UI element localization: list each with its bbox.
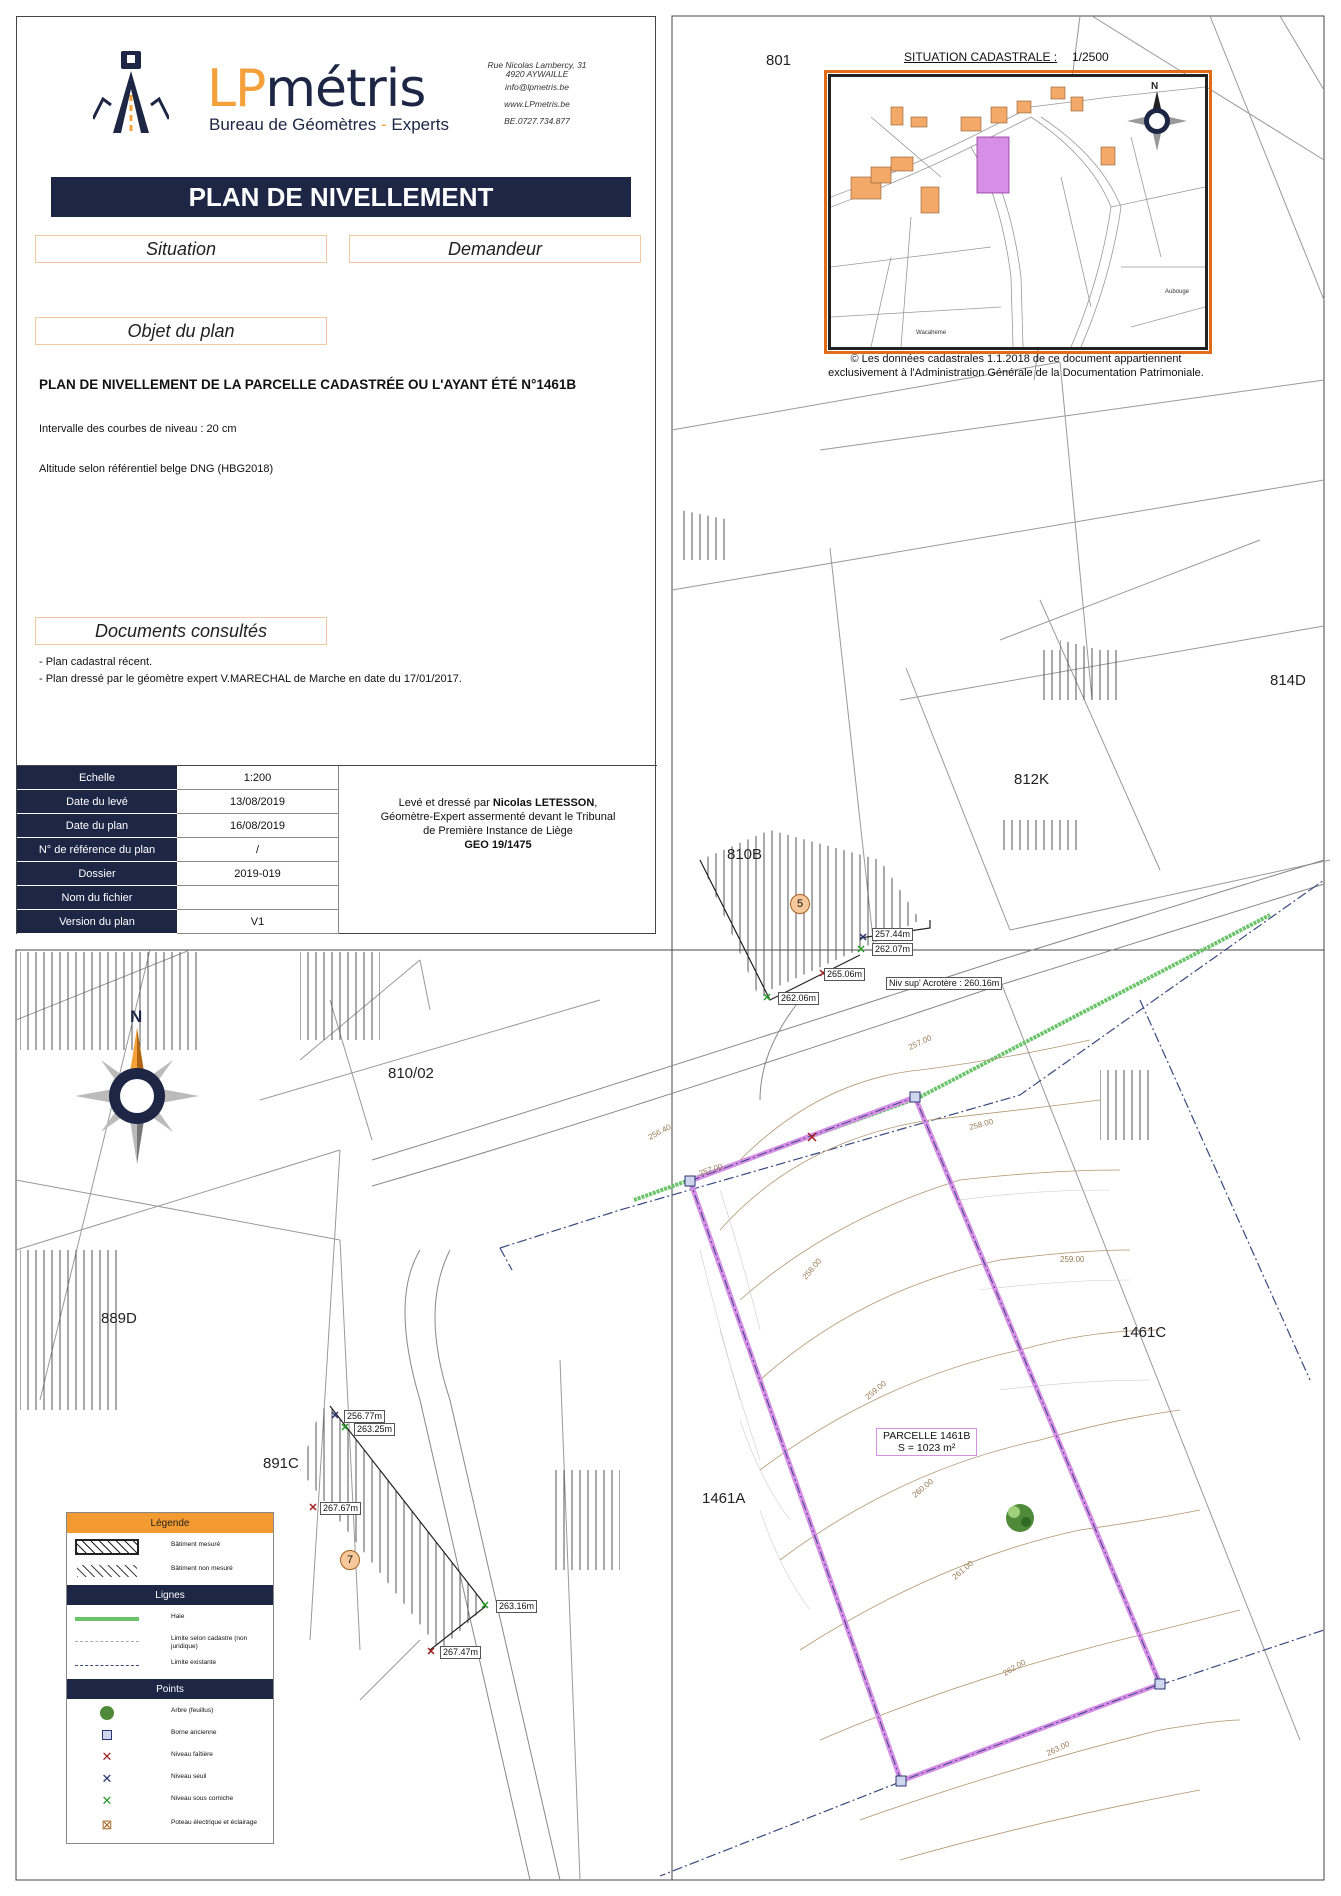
contour-label: 262.00 xyxy=(1001,1657,1028,1678)
document-title: PLAN DE NIVELLEMENT xyxy=(51,177,631,217)
parcel-label-889d: 889D xyxy=(101,1310,137,1327)
parcel-area: S = 1023 m² xyxy=(897,1442,956,1454)
cadastre-title: SITUATION CADASTRALE : xyxy=(904,50,1058,64)
table-row: Nom du fichier xyxy=(17,886,339,910)
contour-label: 257.00 xyxy=(697,1161,724,1178)
contour-label: 260.00 xyxy=(910,1476,936,1500)
point-label: 262.07m xyxy=(872,943,913,956)
building-badge-7: 7 xyxy=(340,1550,360,1570)
table-row: Version du plan V1 xyxy=(17,910,339,934)
tree-icon xyxy=(100,1706,114,1720)
legend-item: Bâtiment non mesuré xyxy=(67,1561,273,1581)
logo-subtitle: Bureau de Géomètres - Experts xyxy=(209,115,450,134)
existing-limit xyxy=(500,880,1324,1876)
parcel-label-810b: 810B xyxy=(727,846,763,863)
legend-item: Borne ancienne xyxy=(67,1725,273,1745)
title-block xyxy=(16,16,656,934)
objet-altitude: Altitude selon référentiel belge DNG (HBG2018) xyxy=(39,463,274,475)
objet-intervalle: Intervalle des courbes de niveau : 20 cm xyxy=(39,423,237,435)
cadastre-street-1: Wacaheme xyxy=(916,330,947,336)
legend-item: ✕ Niveau sous corniche xyxy=(67,1791,273,1811)
section-objet: Objet du plan xyxy=(35,317,327,345)
cross-red-icon: ✕ xyxy=(101,1749,113,1764)
parcel-label-814d: 814D xyxy=(1270,672,1306,689)
parcel-label-812k: 812K xyxy=(1014,771,1050,788)
hedge xyxy=(634,915,1270,1200)
table-row: Dossier 2019-019 xyxy=(17,862,339,886)
contour-lines xyxy=(720,1040,1240,1860)
point-label: 262.06m xyxy=(778,992,819,1005)
parcel-name: PARCELLE 1461B xyxy=(883,1430,971,1442)
contour-label: 258.00 xyxy=(968,1116,995,1132)
surveyor-credit: Levé et dressé par Nicolas LETESSON, Géomètre-Expert assermenté devant le Tribunal de Première Instance de Liège GEO 19/1475 xyxy=(380,797,616,851)
legend-section-points: Points xyxy=(67,1679,273,1699)
point-label: 263.16m xyxy=(496,1600,537,1613)
plan-info-table xyxy=(17,765,657,936)
contour-labels xyxy=(647,1033,1085,1758)
legend-item: ✕ Niveau faîtière xyxy=(67,1747,273,1767)
section-demandeur: Demandeur xyxy=(349,235,641,263)
legend-item: ⊠ Poteau électrique et éclairage xyxy=(67,1815,273,1835)
legend-item: ✕ Niveau seuil xyxy=(67,1769,273,1789)
table-row: Date du levé 13/08/2019 xyxy=(17,790,339,814)
objet-title: PLAN DE NIVELLEMENT DE LA PARCELLE CADASTRÉE OU L'AYANT ÉTÉ N°1461B xyxy=(39,377,577,392)
contour-label: 259.00 xyxy=(863,1378,889,1402)
cadastre-north-label: N xyxy=(1151,81,1159,92)
borne-icon xyxy=(102,1730,112,1740)
legend xyxy=(66,1512,274,1844)
logo-wordmark: LPmétris xyxy=(207,59,426,119)
contour-label: 258.00 xyxy=(800,1256,824,1282)
document-item: - Plan cadastral récent. xyxy=(39,656,153,668)
legend-section-lines: Lignes xyxy=(67,1585,273,1605)
cadastre-scale: 1/2500 xyxy=(1072,50,1109,64)
document-item: - Plan dressé par le géomètre expert V.MARECHAL de Marche en date du 17/01/2017. xyxy=(39,673,462,685)
table-row: Echelle 1:200 xyxy=(17,766,339,790)
legend-item: Haie xyxy=(67,1609,273,1629)
legend-item: Limite selon cadastre (non juridique) xyxy=(67,1631,273,1651)
cadastre-street-2: Aubouge xyxy=(1165,289,1190,295)
contour-label: 263.00 xyxy=(1045,1739,1072,1758)
surveyor-logo-icon xyxy=(93,49,169,133)
parcel-1461b-label xyxy=(876,1428,977,1456)
cadastre-situation-map xyxy=(828,74,1208,350)
point-label: 263.25m xyxy=(354,1423,395,1436)
legend-item: Limite existante xyxy=(67,1655,273,1675)
cadastre-copyright: © Les données cadastrales 1.1.2018 de ce document appartiennent exclusivement à l'Administration Générale de la Documentation Patrimoniale. xyxy=(828,353,1204,379)
legend-item: Arbre (feuillus) xyxy=(67,1703,273,1723)
point-label: 267.67m xyxy=(320,1502,361,1515)
parcel-label-891c: 891C xyxy=(263,1455,299,1472)
cross-blue-icon: ✕ xyxy=(101,1771,113,1786)
acrotere-label: Niv sup' Acrotère : 260.16m xyxy=(886,977,1002,990)
contour-label: 261.00 xyxy=(950,1558,976,1582)
cadastre-compass-icon xyxy=(1127,91,1187,151)
contour-label: 259.00 xyxy=(1060,1255,1085,1264)
road xyxy=(372,860,1324,1880)
section-situation: Situation xyxy=(35,235,327,263)
point-label: 267.47m xyxy=(440,1646,481,1659)
parcel-label-801: 801 xyxy=(766,52,792,69)
point-label: 257.44m xyxy=(872,928,913,941)
company-address: Rue Nicolas Lambercy, 31 4920 AYWAILLE info@lpmetris.be www.LPmetris.be BE.0727.734.877 xyxy=(487,60,587,126)
parcel-label-1461c: 1461C xyxy=(1122,1324,1167,1341)
building-badge-5: 5 xyxy=(790,894,810,914)
parcel-label-1461a: 1461A xyxy=(702,1490,746,1507)
point-label: 265.06m xyxy=(824,968,865,981)
point-label: 256.77m xyxy=(344,1410,385,1423)
contour-label: 257.00 xyxy=(907,1033,934,1052)
cross-green-icon: ✕ xyxy=(101,1793,113,1808)
table-row: Date du plan 16/08/2019 xyxy=(17,814,339,838)
parcel-label-810-02: 810/02 xyxy=(388,1065,434,1082)
pole-icon: ⊠ xyxy=(101,1817,113,1832)
legend-title: Légende xyxy=(67,1513,273,1533)
building-7 xyxy=(300,1406,486,1650)
section-documents: Documents consultés xyxy=(35,617,327,645)
table-row: N° de référence du plan / xyxy=(17,838,339,862)
legend-item: Bâtiment mesuré xyxy=(67,1537,273,1557)
contour-label: 256.40 xyxy=(646,1122,673,1142)
north-label: N xyxy=(130,1007,143,1026)
